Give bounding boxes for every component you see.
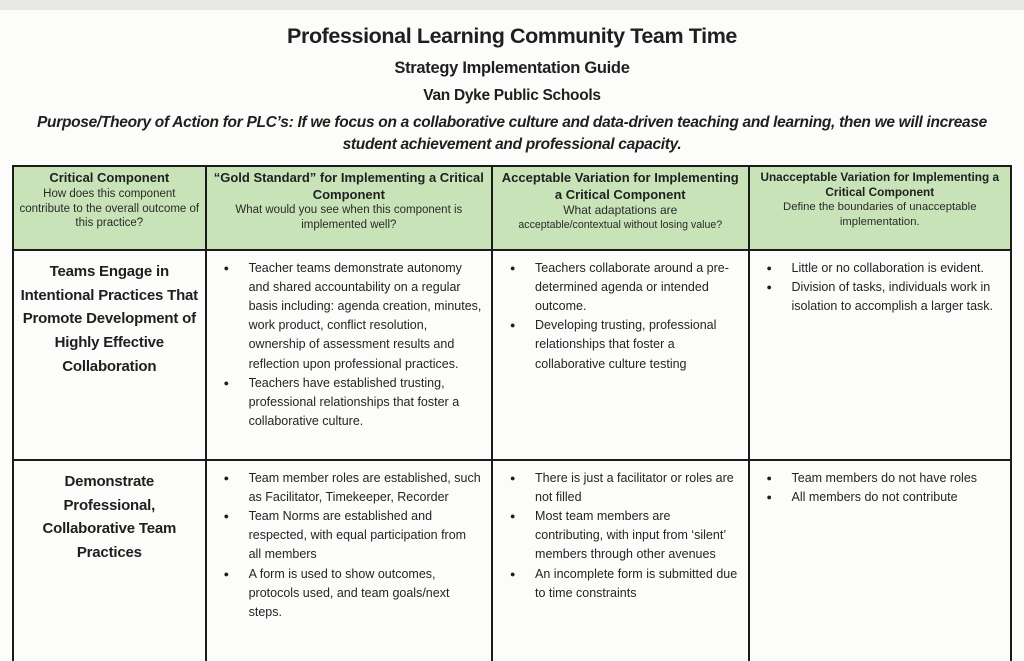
bullet-item (765, 259, 1001, 278)
bullet-icon: ● (766, 472, 772, 483)
acceptable-cell (492, 460, 748, 661)
header-title: Unacceptable Variation for Implementing a Critical Component (760, 169, 1000, 200)
bullet-text: There is just a facilitator or roles are not filled (535, 470, 734, 505)
header-subtitle: What would you see when this component is implemented well? (235, 204, 463, 232)
header-subtitle: Define the boundaries of unacceptable implementation. (783, 201, 977, 228)
bullet-text: A form is used to show outcomes, protocols used, and team goals/next steps. (248, 566, 450, 619)
acceptable-cell (492, 250, 748, 460)
bullet-item (508, 469, 738, 507)
bullet-icon: ● (766, 262, 772, 273)
bullet-icon: ● (223, 511, 230, 522)
header-gold-standard (206, 166, 492, 250)
bullet-text: Little or no collaboration is evident. (791, 260, 984, 275)
bullet-item (508, 507, 738, 564)
bullet-text: Teachers have established trusting, professional relationships that foster a collaborative culture. (248, 375, 460, 428)
page-subtitle-district: Van Dyke Public Schools (423, 87, 601, 104)
component-cell: Teams Engage in Intentional Practices That Promote Development of Highly Effective Collaboration (13, 250, 206, 460)
header-subtitle: How does this component contribute to the overall outcome of this practice? (19, 187, 200, 230)
bullet-icon: ● (510, 262, 516, 273)
rubric-table (12, 165, 1012, 661)
table-row (13, 250, 1011, 460)
bullet-icon: ● (766, 282, 772, 293)
bullet-list (494, 462, 746, 603)
bullet-item (222, 507, 482, 564)
bullet-icon: ● (223, 568, 230, 579)
bullet-item (508, 565, 738, 603)
bullet-item (508, 316, 738, 373)
page-subtitle-guide: Strategy Implementation Guide (394, 59, 630, 77)
bullet-item (765, 488, 1001, 507)
header-title: Acceptable Variation for Implementing a Critical Component (501, 169, 739, 202)
header-title: Critical Component (49, 169, 170, 185)
bullet-text: An incomplete form is submitted due to time constraints (535, 566, 738, 600)
bullet-list (751, 252, 1009, 316)
bullet-text: Most team members are contributing, with input from ‘silent’ members through other avenues (535, 509, 726, 562)
bullet-icon: ● (223, 472, 230, 483)
header-subtitle-small: acceptable/contextual without losing value? (518, 218, 723, 231)
bullet-item (222, 565, 482, 622)
bullet-text: Developing trusting, professional relationships that foster a collaborative culture testing (535, 318, 717, 371)
bullet-text: Team member roles are established, such as Facilitator, Timekeeper, Recorder (248, 470, 481, 505)
bullet-item (222, 469, 482, 507)
bullet-list (208, 252, 490, 431)
bullet-list (494, 252, 746, 374)
bullet-text: All members do not contribute (791, 490, 958, 505)
bullet-text: Team members do not have roles (791, 470, 978, 485)
page-title: Professional Learning Community Team Time (287, 24, 737, 48)
bullet-text: Teacher teams demonstrate autonomy and shared accountability on a regular basis including: agenda creation, minutes, work product, conflict resolution, ownership of assessment results and reflection upon professional practices. (248, 260, 482, 371)
bullet-icon: ● (223, 377, 230, 388)
bullet-icon: ● (510, 320, 516, 331)
bullet-item (222, 374, 482, 431)
bullet-list (208, 462, 490, 622)
bullet-list (751, 462, 1009, 507)
table-header-row (13, 166, 1011, 250)
bullet-icon: ● (510, 568, 516, 579)
purpose-statement: Purpose/Theory of Action for PLC’s: If we focus on a collaborative culture and data-driven teaching and learning, then we will increase student achievement and professional capacity. (37, 114, 987, 154)
bullet-item (765, 469, 1001, 488)
header-subtitle: What adaptations are (563, 203, 678, 218)
bullet-icon: ● (510, 472, 516, 483)
page-top-strip (0, 0, 1024, 10)
bullet-item (765, 278, 1001, 316)
table-row (13, 460, 1011, 661)
bullet-text: Division of tasks, individuals work in isolation to accomplish a larger task. (791, 280, 993, 314)
gold-standard-cell (206, 250, 492, 460)
bullet-icon: ● (223, 262, 230, 273)
bullet-item (222, 259, 482, 374)
bullet-item (508, 259, 738, 316)
component-cell: Demonstrate Professional, Collaborative Team Practices (13, 460, 206, 661)
header-critical-component (13, 166, 206, 250)
header-acceptable-variation (492, 166, 748, 250)
unacceptable-cell (749, 250, 1011, 460)
header-title: “Gold Standard” for Implementing a Critical Component (213, 169, 484, 202)
header-unacceptable-variation (749, 166, 1011, 250)
unacceptable-cell (749, 460, 1011, 661)
bullet-icon: ● (510, 511, 516, 522)
document-header (0, 24, 1024, 157)
bullet-text: Team Norms are established and respected, with equal participation from all members (248, 509, 467, 562)
bullet-text: Teachers collaborate around a pre-determined agenda or intended outcome. (535, 260, 729, 314)
bullet-icon: ● (766, 492, 772, 503)
gold-standard-cell (206, 460, 492, 661)
